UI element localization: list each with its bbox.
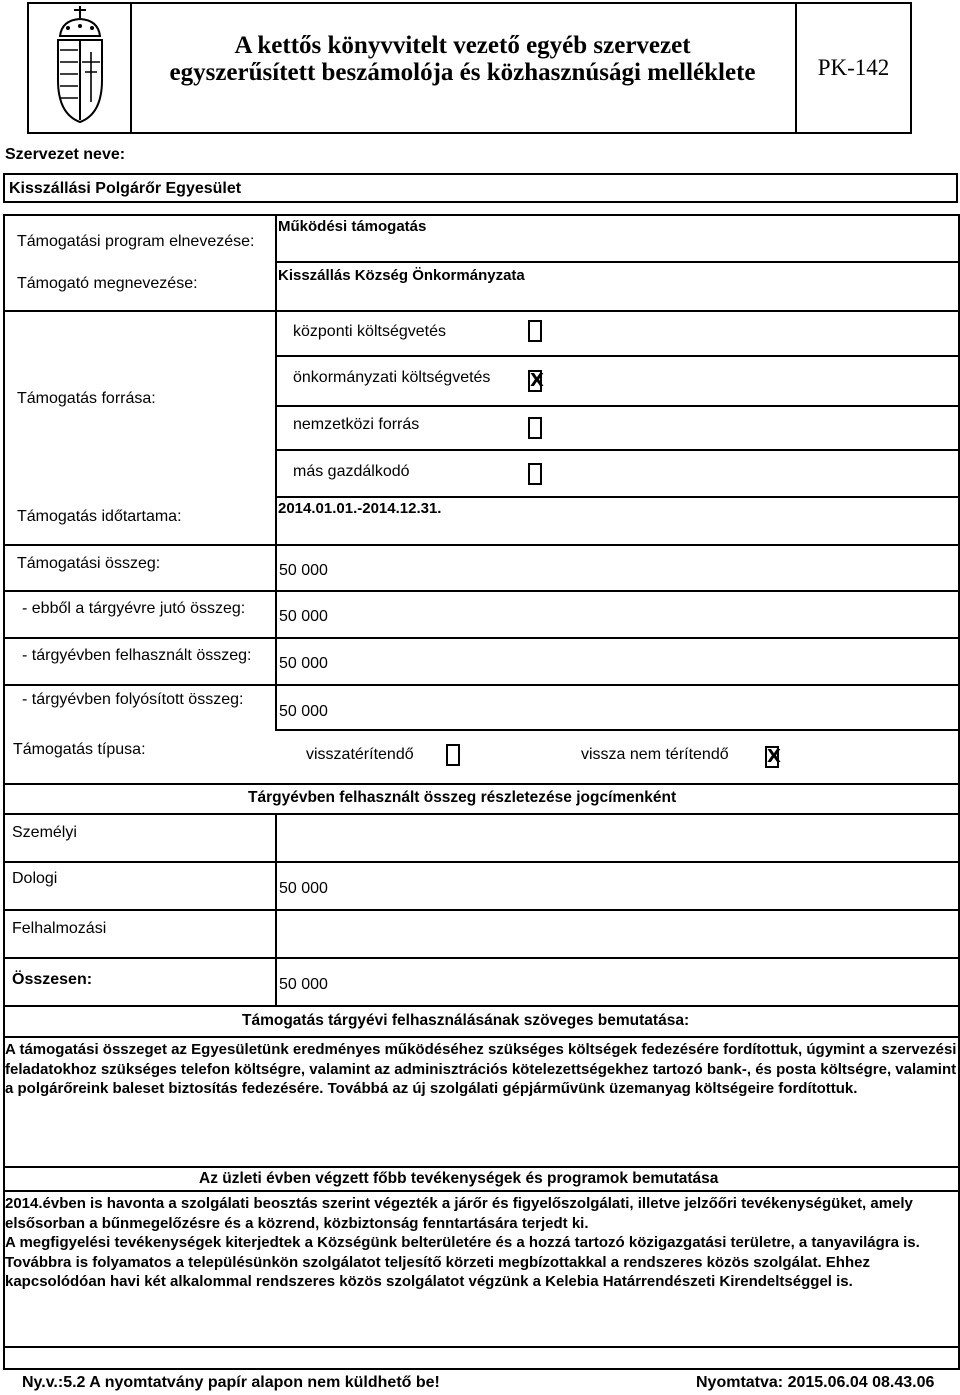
source-left-border bbox=[275, 310, 277, 544]
source-other-business-checkbox[interactable] bbox=[528, 463, 542, 485]
form-title-line2: egyszerűsített beszámolója és közhasznúsági melléklete bbox=[169, 59, 756, 86]
source-row1-bottom bbox=[275, 355, 960, 357]
total-row-bottom bbox=[3, 1005, 960, 1007]
source-central-label: központi költségvetés bbox=[293, 323, 446, 340]
activities-text bbox=[5, 1194, 957, 1292]
used-amount-value: 50 000 bbox=[279, 655, 328, 672]
personal-row-bottom bbox=[3, 861, 960, 863]
grantor-name-label: Támogató megnevezése: bbox=[17, 275, 198, 292]
amount-row1-bottom bbox=[3, 590, 960, 592]
activities-heading: Az üzleti évben végzett főbb tevékenységek és programok bemutatása bbox=[199, 1170, 719, 1187]
usage-text: A támogatási összeget az Egyesületünk eredményes működéséhez szükséges költségek fedezésére fordítottuk, úgymint a szervezési feladatokhoz szükséges telefon költségre, valamint az adminisztrációs kötelezettségekhez tartozó bank-, és posta költségre, valamint a polgárőreink baleset biztosítás fedezésére. Továbbá az új szolgálati gépjárművünk üzemanyag költségeire fordítottuk. bbox=[5, 1041, 957, 1097]
total-value: 50 000 bbox=[279, 976, 328, 993]
material-value: 50 000 bbox=[279, 880, 328, 897]
form-title-line1: A kettős könyvvitelt vezető egyéb szervezet bbox=[234, 32, 691, 59]
source-row2-bottom bbox=[275, 405, 960, 407]
capital-row-bottom bbox=[3, 957, 960, 959]
type-nonrefundable-label: vissza nem térítendő bbox=[581, 746, 729, 763]
period-label: Támogatás időtartama: bbox=[17, 508, 182, 525]
footer-version: Ny.v.:5.2 A nyomtatvány papír alapon nem küldhető be! bbox=[22, 1374, 440, 1391]
source-local-gov-checkbox[interactable]: X bbox=[530, 370, 544, 391]
type-refundable-checkbox[interactable] bbox=[446, 744, 460, 766]
coat-of-arms-icon bbox=[48, 6, 112, 124]
program-row-bottom bbox=[275, 261, 960, 263]
usage-heading: Támogatás tárgyévi felhasználásának szöveges bemutatása: bbox=[242, 1012, 690, 1029]
material-row-bottom bbox=[3, 909, 960, 911]
type-refundable-label: visszatérítendő bbox=[306, 746, 414, 763]
total-label: Összesen: bbox=[12, 971, 93, 988]
material-label: Dologi bbox=[12, 870, 58, 887]
amount-row2-bottom bbox=[3, 637, 960, 639]
amount-row4-bottom bbox=[275, 729, 960, 731]
activities-bottom bbox=[3, 1346, 960, 1348]
form-title bbox=[130, 32, 795, 86]
used-amount-label: - tárgyévben felhasznált összeg: bbox=[22, 647, 252, 664]
activities-paragraph-2: A megfigyelési tevékenységek kiterjedtek a Községünk belterületére és a hozzá tartozó közigazgatási területre, a tanyavilágra is. bbox=[5, 1234, 920, 1251]
footer-printed: Nyomtatva: 2015.06.04 08.43.06 bbox=[696, 1374, 935, 1391]
year-share-value: 50 000 bbox=[279, 608, 328, 625]
activities-heading-bottom bbox=[3, 1190, 960, 1192]
org-name-label: Szervezet neve: bbox=[5, 146, 126, 163]
paid-amount-value: 50 000 bbox=[279, 703, 328, 720]
paid-amount-label: - tárgyévben folyósított összeg: bbox=[22, 691, 244, 708]
grantor-row-bottom bbox=[3, 310, 960, 312]
program-name-label: Támogatási program elnevezése: bbox=[17, 233, 255, 250]
source-other-business-label: más gazdálkodó bbox=[293, 463, 410, 480]
breakdown-heading: Tárgyévben felhasznált összeg részletezése jogcímenként bbox=[248, 789, 677, 806]
source-international-checkbox[interactable] bbox=[528, 417, 542, 439]
personal-label: Személyi bbox=[12, 824, 77, 841]
period-row-top bbox=[275, 496, 960, 498]
source-local-gov-label: önkormányzati költségvetés bbox=[293, 369, 491, 386]
source-row3-bottom bbox=[275, 449, 960, 451]
source-central-checkbox[interactable] bbox=[528, 320, 542, 342]
usage-heading-bottom bbox=[3, 1036, 960, 1038]
year-share-label: - ebből a tárgyévre jutó összeg: bbox=[22, 600, 246, 617]
form-code: PK-142 bbox=[817, 55, 890, 80]
grant-type-label: Támogatás típusa: bbox=[13, 741, 146, 758]
type-row-bottom bbox=[3, 783, 960, 785]
type-nonrefundable-checkbox[interactable]: X bbox=[767, 746, 781, 767]
org-name-value: Kisszállási Polgárőr Egyesület bbox=[9, 180, 242, 197]
activities-paragraph-1: 2014.évben is havonta a szolgálati beosztás szerint végezték a járőr és figyelőszolgálati, illetve jelzőőri tevékenységüket, amely elsősorban a bűnmegelőzésre és a közrend, közbiztonság fenntartására terjedt ki. bbox=[5, 1195, 913, 1232]
grantor-name-value: Kisszállás Község Önkormányzata bbox=[278, 267, 525, 284]
grant-amount-value: 50 000 bbox=[279, 562, 328, 579]
amount-row3-bottom bbox=[3, 684, 960, 686]
activities-paragraph-3: Továbbra is folyamatos a településünkön szolgálatot teljesítő körzeti megbízottakkal a rendszeres közös szolgálat. Ehhez kapcsolódóan havi két alkalommal rendszeres közös szolgálatot végzünk a Kelebia Határrendészeti Kirendeltséggel is. bbox=[5, 1253, 870, 1290]
source-label: Támogatás forrása: bbox=[17, 390, 156, 407]
source-international-label: nemzetközi forrás bbox=[293, 416, 420, 433]
capital-label: Felhalmozási bbox=[12, 920, 107, 937]
grant-amount-label: Támogatási összeg: bbox=[17, 555, 161, 572]
usage-text-bottom bbox=[3, 1166, 960, 1168]
breakdown-heading-bottom bbox=[3, 813, 960, 815]
period-row-bottom bbox=[3, 544, 960, 546]
period-value: 2014.01.01.-2014.12.31. bbox=[278, 500, 442, 517]
program-name-value: Működési támogatás bbox=[278, 218, 427, 235]
